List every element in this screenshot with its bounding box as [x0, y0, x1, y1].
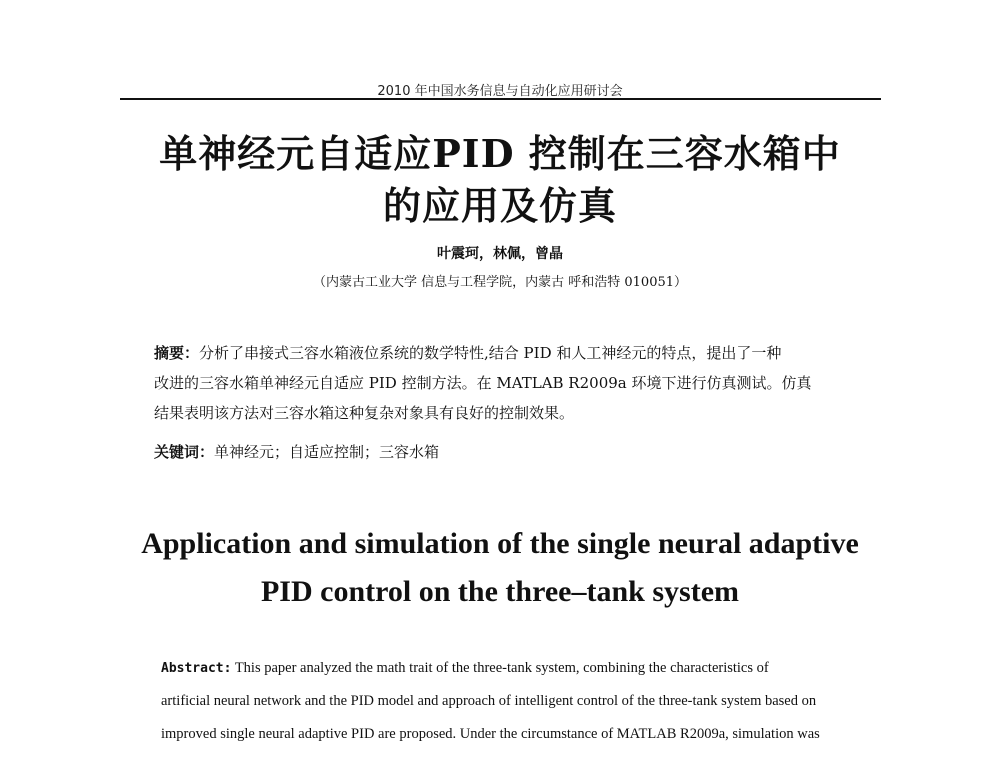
paper-title-cn	[0, 128, 1000, 232]
affiliation: （内蒙古工业大学 信息与工程学院，内蒙古 呼和浩特 010051）	[312, 275, 688, 290]
keywords-cn	[154, 441, 874, 463]
abstract-cn-label: 摘要：	[154, 344, 200, 362]
title-en-line-1: Application and simulation of the single neural adaptive	[141, 527, 859, 560]
title-en-line-2: PID control on the three–tank system	[260, 575, 740, 608]
abstract-cn-line-1	[154, 338, 874, 368]
abstract-en-line-2: artificial neural network and the PID model and approach of intelligent control of the three-tank system based on	[161, 693, 817, 709]
authors: 叶震珂，林佩，曾晶	[437, 246, 563, 262]
keywords-cn-text: 单神经元；自适应控制；三容水箱	[214, 443, 440, 461]
abstract-cn-text-1: 分析了串接式三容水箱液位系统的数学特性,结合 PID 和人工神经元的特点，提出了一种	[199, 344, 782, 362]
abstract-en-text-1: This paper analyzed the math trait of the three-tank system, combining the characteristics of	[234, 660, 769, 676]
abstract-en	[161, 652, 901, 751]
paper-title-en	[0, 520, 1000, 616]
abstract-en-label: Abstract:	[161, 661, 232, 676]
header-rule	[120, 98, 881, 100]
keywords-cn-label: 关键词：	[154, 443, 215, 461]
abstract-cn	[154, 338, 874, 428]
abstract-cn-line-3: 结果表明该方法对三容水箱这种复杂对象具有良好的控制效果。	[154, 404, 575, 422]
title-cn-line-1: 单神经元自适应PID 控制在三容水箱中	[159, 131, 841, 176]
abstract-en-line-3: improved single neural adaptive PID are proposed. Under the circumstance of MATLAB R2009a, simulation was	[161, 726, 820, 742]
running-head: 2010 年中国水务信息与自动化应用研讨会	[377, 84, 623, 99]
abstract-en-line-1	[161, 652, 901, 685]
abstract-cn-line-2: 改进的三容水箱单神经元自适应 PID 控制方法。在 MATLAB R2009a 环境下进行仿真测试。仿真	[154, 374, 812, 392]
title-cn-line-2: 的应用及仿真	[382, 183, 617, 228]
